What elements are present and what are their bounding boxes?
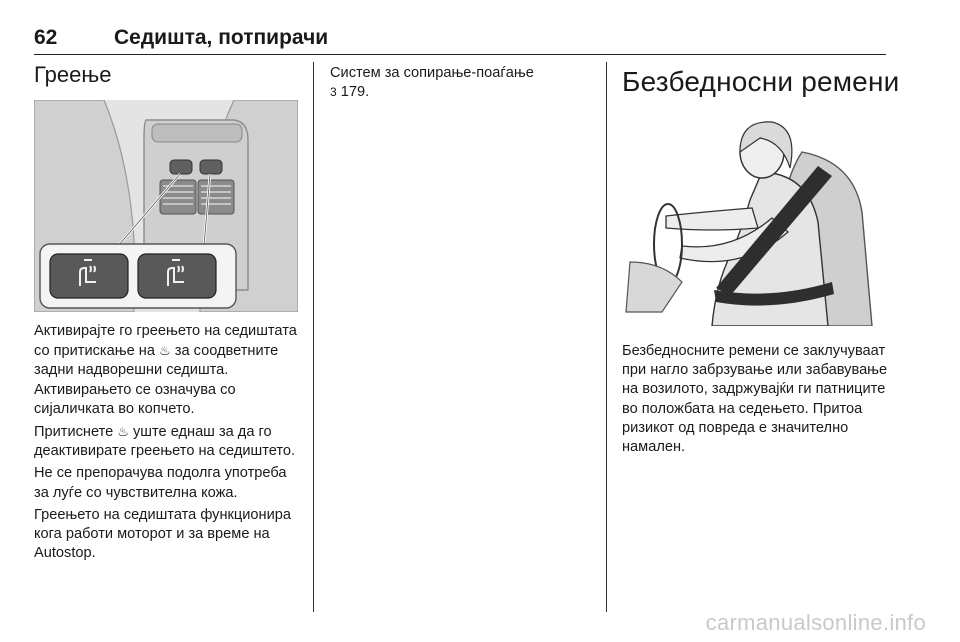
driver-with-belt-drawing (622, 112, 886, 326)
chapter-title: Седишта, потпирачи (114, 26, 329, 49)
heating-paragraph-4: Греењето на седиштата функционира кога работи моторот и за време на Autostop. (34, 506, 291, 562)
page-number: 62 (34, 26, 58, 49)
cross-reference: Систем за сопирање-поаѓање 3 179. (330, 65, 534, 101)
column-divider (313, 62, 314, 612)
heating-text (34, 322, 304, 566)
safety-belt-illustration (622, 112, 886, 326)
heating-paragraph-2: Притиснете ♨ уште еднаш за да го деактивирате греењето на седиштето. (34, 424, 296, 460)
middle-column-text (330, 64, 592, 105)
safety-belts-paragraph: Безбедносните ремени се заклучуваат при нагло забрзување или забавување на возилото, задржувајќи ги патниците во положбата на седењето. Притоа ризикот од повреда е значително намален. (622, 343, 888, 456)
page-header (34, 26, 886, 55)
seat-heating-icon: ♨ (159, 343, 171, 359)
watermark: carmanualsonline.info (705, 610, 926, 635)
column-divider (606, 62, 607, 612)
heating-paragraph-1: Активирајте го греењето на седиштата со притискање на ♨ за соодветните задни надворешни седишта. Активирањето се означува со сијаличката во копчето. (34, 323, 297, 417)
rear-console-seat-heating-illustration (34, 100, 298, 312)
page-reference-link[interactable]: 179. (340, 84, 370, 101)
seat-heating-icon: ♨ (117, 424, 129, 440)
safety-belts-text (622, 342, 892, 460)
section-heading-safety-belts: Безбедносни ремени (622, 66, 900, 97)
page-reference-arrow-icon: 3 (330, 85, 337, 100)
heating-paragraph-3: Не се препорачува подолга употреба за луѓе со чувствителна кожа. (34, 465, 287, 501)
rear-console-drawing (34, 100, 298, 312)
section-heading-heating: Греење (34, 62, 112, 87)
